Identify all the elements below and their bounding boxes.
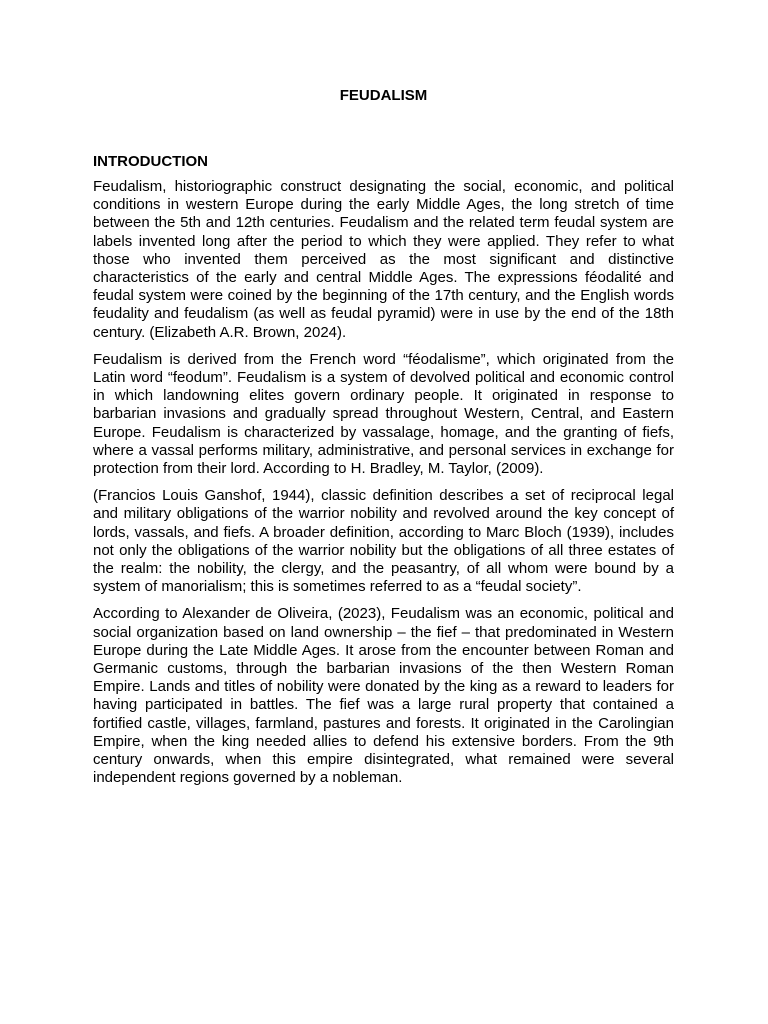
paragraph-4: According to Alexander de Oliveira, (2023), Feudalism was an economic, political and social organization based on land ownership – the fief – that predominated in Western Europe during the Late Middle Ages. It arose from the encounter between Roman and Germanic customs, through the barbarian invasions of the then Western Roman Empire. Lands and titles of nobility were donated by the king as a reward to leaders for having participated in battles. The fief was a large rural property that contained a fortified castle, villages, farmland, pastures and forests. It originated in the Carolingian Empire, when the king needed allies to defend his extensive borders. From the 9th century onwards, when this empire disintegrated, what remained were several independent regions governed by a nobleman. xyxy=(93,605,674,787)
section-heading-introduction: INTRODUCTION xyxy=(93,153,208,170)
paragraph-3: (Francios Louis Ganshof, 1944), classic definition describes a set of reciprocal legal and military obligations of the warrior nobility and revolved around the key concept of lords, vassals, and fiefs. A broader definition, according to Marc Bloch (1939), includes not only the obligations of the warrior nobility but the obligations of all three estates of the realm: the nobility, the clergy, and the peasantry, of all whom were bound by a system of manorialism; this is sometimes referred to as a “feudal society”. xyxy=(93,487,674,596)
paragraph-1: Feudalism, historiographic construct designating the social, economic, and political conditions in western Europe during the early Middle Ages, the long stretch of time between the 5th and 12th centuries. Feudalism and the related term feudal system are labels invented long after the period to which they were applied. They refer to what those who invented them perceived as the most significant and distinctive characteristics of the early and central Middle Ages. The expressions féodalité and feudal system were coined by the beginning of the 17th century, and the English words feudality and feudalism (as well as feudal pyramid) were in use by the end of the 18th century. (Elizabeth A.R. Brown, 2024). xyxy=(93,178,674,341)
document-title: FEUDALISM xyxy=(339,87,428,104)
paragraph-2: Feudalism is derived from the French word “féodalisme”, which originated from the Latin word “feodum”. Feudalism is a system of devolved political and economic control in which landowning elites govern ordinary people. It originated in response to barbarian invasions and gradually spread throughout Western, Central, and Eastern Europe. Feudalism is characterized by vassalage, homage, and the granting of fiefs, where a vassal performs military, administrative, and personal services in exchange for protection from their lord. According to H. Bradley, M. Taylor, (2009). xyxy=(93,350,674,478)
document-page xyxy=(93,86,674,797)
